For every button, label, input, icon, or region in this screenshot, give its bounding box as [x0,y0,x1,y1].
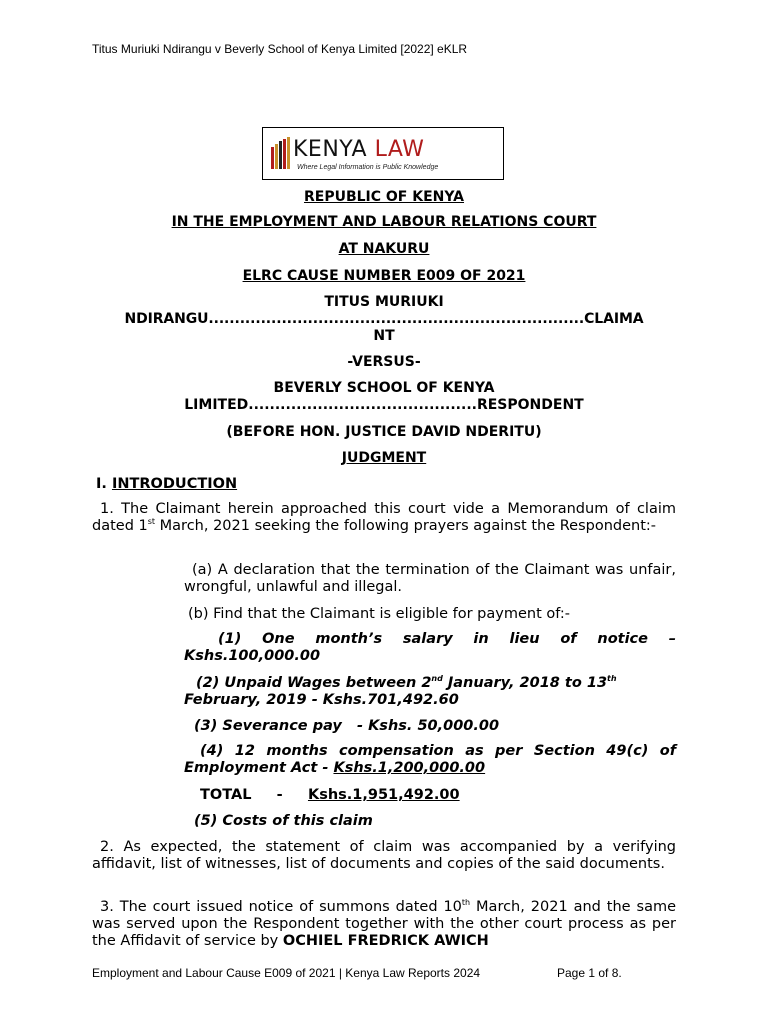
respondent-line-2: LIMITED...........................................RESPONDENT [184,397,584,413]
versus-label: -VERSUS- [347,354,421,370]
prayer-item-4-amount: Kshs.1,200,000.00 [333,760,486,776]
kenya-law-logo [262,127,504,180]
section-number: I. [96,476,107,492]
paragraph-1-text-b: March, 2021 seeking the following prayers against the Respondent:- [155,518,657,534]
paragraph-3-process-server: OCHIEL FREDRICK AWICH [282,933,489,949]
place-heading: AT NAKURU [338,241,430,257]
paragraph-3 [92,899,676,950]
prayer-item-4 [184,743,676,777]
prayer-item-2-text-a: (2) Unpaid Wages between 2 [196,675,432,691]
pillars-icon [271,137,293,169]
footer-page-number: Page 1 of 8. [557,966,622,980]
paragraph-3-sup: th [461,898,471,908]
prayer-item-4-text: (4) 12 months compensation as per Section 49(c) of Employment Act - [184,743,676,776]
prayer-item-2 [184,675,676,709]
respondent-line-1: BEVERLY SCHOOL OF KENYA [273,380,495,396]
claimant-line-1: TITUS MURIUKI [324,294,444,310]
total-value: Kshs.1,951,492.00 [307,787,460,803]
prayer-a: (a) A declaration that the termination of the Claimant was unfair, wrongful, unlawful and illegal. [184,562,676,595]
court-heading: IN THE EMPLOYMENT AND LABOUR RELATIONS COURT [171,214,597,230]
paragraph-3-text-a: 3. The court issued notice of summons dated 10 [100,899,462,915]
section-title: INTRODUCTION [111,476,238,492]
paragraph-1 [92,501,676,535]
total-line [200,787,460,804]
prayer-item-2-sup-2: th [607,674,617,684]
section-heading [96,476,237,493]
cause-number: ELRC CAUSE NUMBER E009 OF 2021 [242,268,526,284]
judgment-heading: JUDGMENT [341,450,427,466]
footer-citation: Employment and Labour Cause E009 of 2021 | Kenya Law Reports 2024 [92,966,481,980]
claimant-line-2: NDIRANGU........................................................................CLAIMA [124,311,644,327]
logo-wordmark [293,138,424,162]
prayer-item-2-sup-1: nd [431,674,443,684]
paragraph-3-text-b: March, 2021 and the same was served upon the Respondent together with the other court process as per the Affidavit of service by [92,899,676,949]
prayer-item-2-text-c: February, 2019 - Kshs [184,692,362,708]
paragraph-1-text-a: 1. The Claimant herein approached this court vide a Memorandum of claim dated 1 [92,501,676,534]
prayer-item-2-text-d: .701,492.60 [361,692,459,708]
logo-wordmark-law: LAW [374,137,425,162]
running-header: Titus Muriuki Ndirangu v Beverly School of Kenya Limited [2022] eKLR [92,42,468,56]
prayer-item-1: (1) One month’s salary in lieu of notice – Kshs.100,000.00 [184,631,676,664]
paragraph-1-sup: st [147,517,156,527]
total-label: TOTAL - [200,787,308,803]
republic-heading: REPUBLIC OF KENYA [303,189,465,205]
prayer-item-2-text-b: January, 2018 to 13 [442,675,608,691]
prayer-item-5: (5) Costs of this claim [194,813,373,829]
logo-tagline: Where Legal Information is Public Knowledge [297,164,439,171]
prayer-item-3: (3) Severance pay - Kshs. 50,000.00 [194,718,500,734]
logo-wordmark-kenya: KENYA [293,137,368,162]
before-justice: (BEFORE HON. JUSTICE DAVID NDERITU) [226,424,542,440]
paragraph-2: 2. As expected, the statement of claim was accompanied by a verifying affidavit, list of witnesses, list of documents and copies of the said documents. [92,839,676,872]
prayer-b: (b) Find that the Claimant is eligible for payment of:- [188,606,570,622]
claimant-line-3: NT [373,328,395,344]
